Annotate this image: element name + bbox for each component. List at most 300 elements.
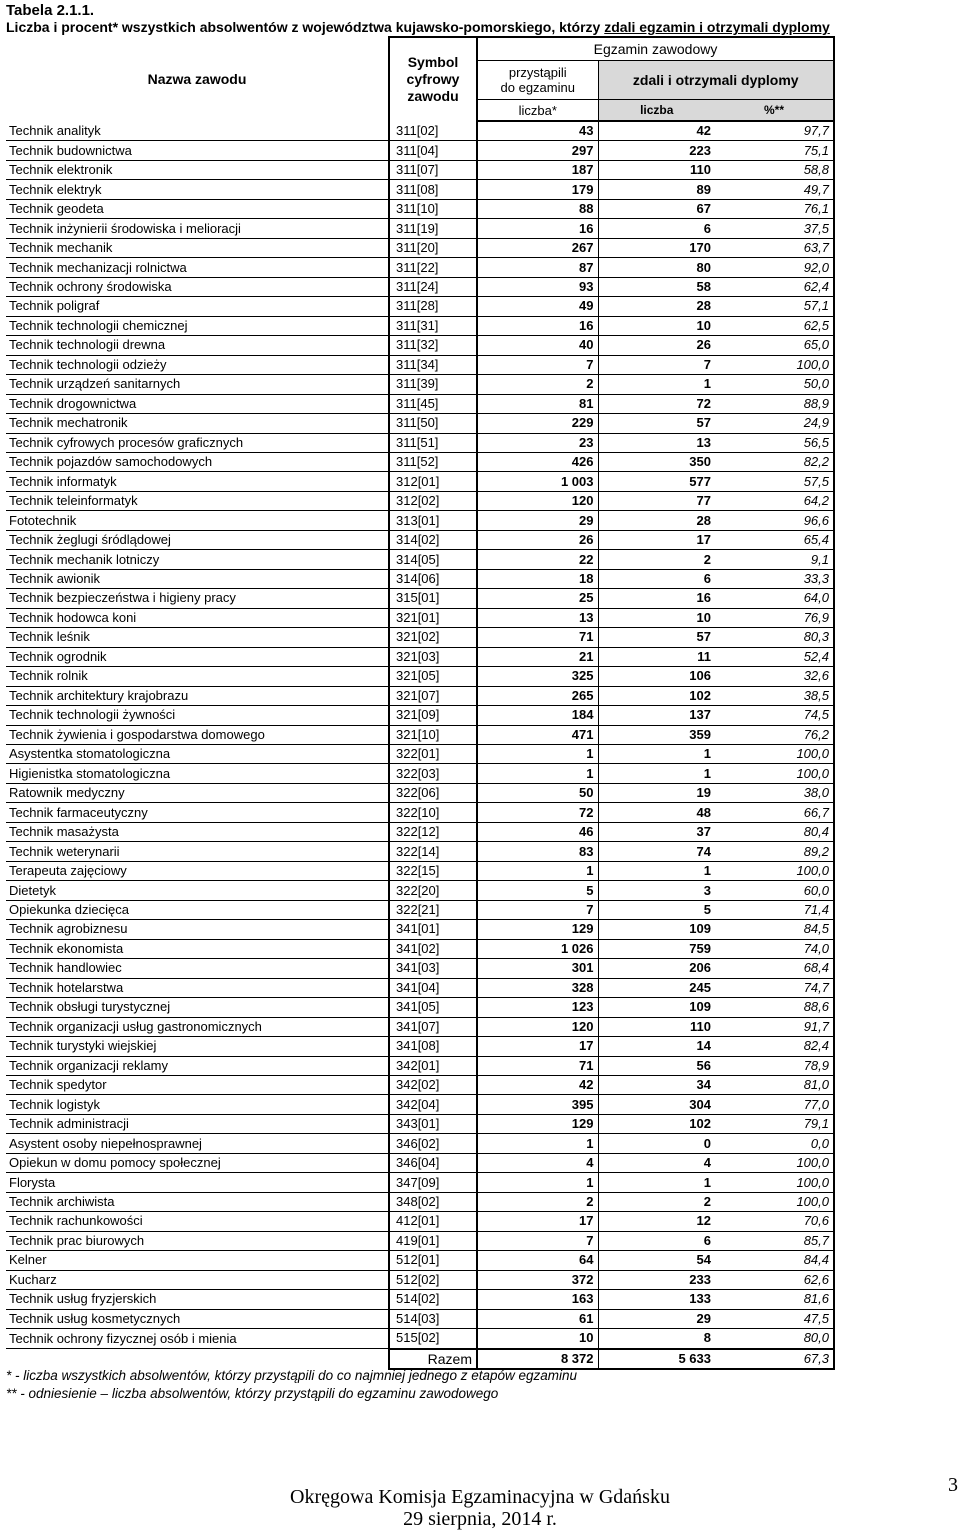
- table-row: [6, 725, 834, 744]
- percent-zdali: 58,8: [715, 160, 834, 179]
- table-row: [6, 355, 834, 374]
- occupation-name: Fototechnik: [6, 511, 389, 530]
- occupation-symbol: 341[02]: [389, 939, 477, 958]
- count-zdali: 109: [598, 920, 715, 939]
- occupation-name: Technik turystyki wiejskiej: [6, 1037, 389, 1056]
- count-zdali: 6: [598, 1231, 715, 1250]
- count-przystapili: 18: [477, 569, 598, 588]
- occupation-symbol: 512[02]: [389, 1270, 477, 1289]
- occupation-symbol: 321[05]: [389, 667, 477, 686]
- percent-zdali: 38,5: [715, 686, 834, 705]
- occupation-symbol: 321[02]: [389, 628, 477, 647]
- table-row: [6, 433, 834, 452]
- count-zdali: 223: [598, 141, 715, 160]
- occupation-symbol: 321[07]: [389, 686, 477, 705]
- occupation-symbol: 311[32]: [389, 336, 477, 355]
- occupation-name: Technik elektryk: [6, 180, 389, 199]
- occupation-symbol: 311[08]: [389, 180, 477, 199]
- occupation-name: Technik bezpieczeństwa i higieny pracy: [6, 589, 389, 608]
- percent-zdali: 33,3: [715, 569, 834, 588]
- occupation-name: Technik żeglugi śródlądowej: [6, 530, 389, 549]
- count-przystapili: 179: [477, 180, 598, 199]
- table-row: [6, 277, 834, 296]
- occupation-symbol: 341[03]: [389, 959, 477, 978]
- occupation-name: Technik analityk: [6, 121, 389, 141]
- results-table: [6, 36, 835, 1370]
- occupation-symbol: 419[01]: [389, 1231, 477, 1250]
- table-row: [6, 1017, 834, 1036]
- percent-zdali: 92,0: [715, 258, 834, 277]
- count-przystapili: 64: [477, 1251, 598, 1270]
- count-przystapili: 1 026: [477, 939, 598, 958]
- table-title-underlined: zdali egzamin i otrzymali dyplomy: [604, 19, 830, 35]
- occupation-symbol: 341[07]: [389, 1017, 477, 1036]
- occupation-name: Opiekunka dziecięca: [6, 900, 389, 919]
- occupation-name: Technik poligraf: [6, 297, 389, 316]
- percent-zdali: 96,6: [715, 511, 834, 530]
- count-przystapili: 2: [477, 375, 598, 394]
- percent-zdali: 56,5: [715, 433, 834, 452]
- occupation-name: Terapeuta zajęciowy: [6, 861, 389, 880]
- table-row: [6, 1212, 834, 1231]
- occupation-symbol: 342[04]: [389, 1095, 477, 1114]
- count-zdali: 13: [598, 433, 715, 452]
- table-row: [6, 803, 834, 822]
- occupation-name: Technik hodowca koni: [6, 608, 389, 627]
- occupation-symbol: 315[01]: [389, 589, 477, 608]
- header-zdali: zdali i otrzymali dyplomy: [598, 61, 834, 100]
- occupation-name: Florysta: [6, 1173, 389, 1192]
- count-przystapili: 16: [477, 219, 598, 238]
- percent-zdali: 32,6: [715, 667, 834, 686]
- occupation-name: Technik technologii odzieży: [6, 355, 389, 374]
- count-zdali: 48: [598, 803, 715, 822]
- percent-zdali: 66,7: [715, 803, 834, 822]
- occupation-symbol: 322[14]: [389, 842, 477, 861]
- percent-zdali: 62,5: [715, 316, 834, 335]
- occupation-symbol: 512[01]: [389, 1251, 477, 1270]
- count-zdali: 42: [598, 121, 715, 141]
- percent-zdali: 68,4: [715, 959, 834, 978]
- count-przystapili: 10: [477, 1329, 598, 1349]
- table-row: [6, 472, 834, 491]
- count-zdali: 2: [598, 1192, 715, 1211]
- percent-zdali: 78,9: [715, 1056, 834, 1075]
- percent-zdali: 97,7: [715, 121, 834, 141]
- footer-date: 29 sierpnia, 2014 r.: [403, 1508, 557, 1530]
- occupation-name: Technik architektury krajobrazu: [6, 686, 389, 705]
- count-zdali: 102: [598, 1114, 715, 1133]
- occupation-symbol: 311[19]: [389, 219, 477, 238]
- occupation-name: Technik mechanizacji rolnictwa: [6, 258, 389, 277]
- occupation-name: Technik prac biurowych: [6, 1231, 389, 1250]
- count-przystapili: 301: [477, 959, 598, 978]
- count-przystapili: 17: [477, 1037, 598, 1056]
- table-row: [6, 297, 834, 316]
- table-title: [6, 19, 830, 35]
- percent-zdali: 71,4: [715, 900, 834, 919]
- table-row: [6, 1192, 834, 1211]
- table-header: [6, 37, 834, 121]
- table-row: [6, 258, 834, 277]
- count-zdali: 245: [598, 978, 715, 997]
- occupation-name: Technik spedytor: [6, 1075, 389, 1094]
- occupation-symbol: 311[34]: [389, 355, 477, 374]
- count-zdali: 577: [598, 472, 715, 491]
- occupation-name: Technik ochrony środowiska: [6, 277, 389, 296]
- count-zdali: 8: [598, 1329, 715, 1349]
- count-zdali: 12: [598, 1212, 715, 1231]
- occupation-symbol: 311[10]: [389, 199, 477, 218]
- occupation-name: Technik ekonomista: [6, 939, 389, 958]
- table-row: [6, 1056, 834, 1075]
- total-zdali: 5 633: [598, 1349, 715, 1369]
- count-przystapili: 16: [477, 316, 598, 335]
- occupation-symbol: 311[24]: [389, 277, 477, 296]
- percent-zdali: 82,2: [715, 452, 834, 471]
- occupation-name: Technik technologii chemicznej: [6, 316, 389, 335]
- count-zdali: 0: [598, 1134, 715, 1153]
- occupation-name: Technik inżynierii środowiska i melioracji: [6, 219, 389, 238]
- count-przystapili: 129: [477, 1114, 598, 1133]
- occupation-name: Technik hotelarstwa: [6, 978, 389, 997]
- percent-zdali: 0,0: [715, 1134, 834, 1153]
- table-row: [6, 160, 834, 179]
- percent-zdali: 85,7: [715, 1231, 834, 1250]
- occupation-symbol: 312[01]: [389, 472, 477, 491]
- count-zdali: 1: [598, 1173, 715, 1192]
- footnote-2: ** - odniesienie – liczba absolwentów, którzy przystąpili do egzaminu zawodowego: [6, 1386, 499, 1401]
- table-row: [6, 1114, 834, 1133]
- table-row: [6, 375, 834, 394]
- count-przystapili: 1: [477, 1173, 598, 1192]
- count-zdali: 1: [598, 375, 715, 394]
- table-row: [6, 1270, 834, 1289]
- count-zdali: 350: [598, 452, 715, 471]
- percent-zdali: 65,4: [715, 530, 834, 549]
- percent-zdali: 100,0: [715, 745, 834, 764]
- header-symbol-line3: zawodu: [407, 88, 459, 104]
- table-row: [6, 900, 834, 919]
- percent-zdali: 88,9: [715, 394, 834, 413]
- occupation-symbol: 311[45]: [389, 394, 477, 413]
- count-zdali: 110: [598, 1017, 715, 1036]
- table-row: [6, 783, 834, 802]
- occupation-name: Technik pojazdów samochodowych: [6, 452, 389, 471]
- table-row: [6, 745, 834, 764]
- count-przystapili: 25: [477, 589, 598, 608]
- occupation-name: Technik technologii drewna: [6, 336, 389, 355]
- percent-zdali: 80,3: [715, 628, 834, 647]
- count-zdali: 74: [598, 842, 715, 861]
- count-przystapili: 1: [477, 1134, 598, 1153]
- count-przystapili: 22: [477, 550, 598, 569]
- occupation-symbol: 321[01]: [389, 608, 477, 627]
- occupation-symbol: 514[02]: [389, 1290, 477, 1309]
- table-row: [6, 141, 834, 160]
- count-zdali: 106: [598, 667, 715, 686]
- occupation-name: Technik logistyk: [6, 1095, 389, 1114]
- occupation-name: Technik urządzeń sanitarnych: [6, 375, 389, 394]
- count-zdali: 80: [598, 258, 715, 277]
- table-body: [6, 121, 834, 1369]
- table-row: [6, 394, 834, 413]
- count-przystapili: 50: [477, 783, 598, 802]
- percent-zdali: 74,5: [715, 706, 834, 725]
- table-row: [6, 1309, 834, 1328]
- count-zdali: 359: [598, 725, 715, 744]
- percent-zdali: 62,4: [715, 277, 834, 296]
- occupation-name: Technik rachunkowości: [6, 1212, 389, 1231]
- count-przystapili: 229: [477, 414, 598, 433]
- occupation-name: Technik handlowiec: [6, 959, 389, 978]
- percent-zdali: 57,1: [715, 297, 834, 316]
- count-zdali: 1: [598, 861, 715, 880]
- occupation-symbol: 314[02]: [389, 530, 477, 549]
- table-row: [6, 881, 834, 900]
- percent-zdali: 52,4: [715, 647, 834, 666]
- table-row: [6, 1329, 834, 1349]
- header-symbol-line1: Symbol: [407, 54, 459, 70]
- count-przystapili: 71: [477, 1056, 598, 1075]
- occupation-name: Technik ogrodnik: [6, 647, 389, 666]
- percent-zdali: 100,0: [715, 861, 834, 880]
- count-przystapili: 4: [477, 1153, 598, 1172]
- percent-zdali: 79,1: [715, 1114, 834, 1133]
- occupation-symbol: 322[20]: [389, 881, 477, 900]
- occupation-name: Technik mechatronik: [6, 414, 389, 433]
- occupation-symbol: 312[02]: [389, 491, 477, 510]
- occupation-symbol: 341[08]: [389, 1037, 477, 1056]
- occupation-symbol: 311[04]: [389, 141, 477, 160]
- table-row: [6, 238, 834, 257]
- count-zdali: 89: [598, 180, 715, 199]
- percent-zdali: 76,1: [715, 199, 834, 218]
- table-row: [6, 589, 834, 608]
- table-number: Tabela 2.1.1.: [6, 2, 95, 19]
- count-przystapili: 5: [477, 881, 598, 900]
- count-przystapili: 7: [477, 900, 598, 919]
- percent-zdali: 57,5: [715, 472, 834, 491]
- table-row: [6, 550, 834, 569]
- percent-zdali: 70,6: [715, 1212, 834, 1231]
- percent-zdali: 37,5: [715, 219, 834, 238]
- total-label: Razem: [389, 1349, 477, 1369]
- occupation-symbol: 341[05]: [389, 998, 477, 1017]
- count-zdali: 6: [598, 569, 715, 588]
- occupation-name: Technik archiwista: [6, 1192, 389, 1211]
- occupation-symbol: 313[01]: [389, 511, 477, 530]
- count-zdali: 57: [598, 628, 715, 647]
- count-zdali: 28: [598, 297, 715, 316]
- table-row: [6, 706, 834, 725]
- count-przystapili: 163: [477, 1290, 598, 1309]
- table-row: [6, 1231, 834, 1250]
- count-zdali: 110: [598, 160, 715, 179]
- percent-zdali: 62,6: [715, 1270, 834, 1289]
- occupation-name: Technik usług kosmetycznych: [6, 1309, 389, 1328]
- percent-zdali: 60,0: [715, 881, 834, 900]
- count-przystapili: 2: [477, 1192, 598, 1211]
- count-przystapili: 372: [477, 1270, 598, 1289]
- occupation-name: Technik ochrony fizycznej osób i mienia: [6, 1329, 389, 1349]
- occupation-symbol: 346[04]: [389, 1153, 477, 1172]
- occupation-name: Technik agrobiznesu: [6, 920, 389, 939]
- count-przystapili: 61: [477, 1309, 598, 1328]
- count-przystapili: 129: [477, 920, 598, 939]
- percent-zdali: 64,2: [715, 491, 834, 510]
- count-przystapili: 325: [477, 667, 598, 686]
- count-zdali: 54: [598, 1251, 715, 1270]
- count-zdali: 1: [598, 764, 715, 783]
- count-przystapili: 43: [477, 121, 598, 141]
- table-row: [6, 1251, 834, 1270]
- percent-zdali: 74,0: [715, 939, 834, 958]
- occupation-name: Technik drogownictwa: [6, 394, 389, 413]
- count-przystapili: 267: [477, 238, 598, 257]
- percent-zdali: 84,4: [715, 1251, 834, 1270]
- percent-zdali: 81,6: [715, 1290, 834, 1309]
- count-zdali: 67: [598, 199, 715, 218]
- count-przystapili: 265: [477, 686, 598, 705]
- percent-zdali: 100,0: [715, 1173, 834, 1192]
- header-percent: %**: [715, 100, 834, 122]
- percent-zdali: 38,0: [715, 783, 834, 802]
- table-row: [6, 764, 834, 783]
- header-przystapili-line2: do egzaminu: [500, 80, 575, 95]
- percent-zdali: 81,0: [715, 1075, 834, 1094]
- count-zdali: 1: [598, 745, 715, 764]
- occupation-name: Technik cyfrowych procesów graficznych: [6, 433, 389, 452]
- percent-zdali: 89,2: [715, 842, 834, 861]
- table-row: [6, 511, 834, 530]
- table-row: [6, 530, 834, 549]
- occupation-name: Technik mechanik: [6, 238, 389, 257]
- count-przystapili: 123: [477, 998, 598, 1017]
- table-row: [6, 452, 834, 471]
- table-row: [6, 219, 834, 238]
- percent-zdali: 63,7: [715, 238, 834, 257]
- table-row: [6, 822, 834, 841]
- occupation-symbol: 322[15]: [389, 861, 477, 880]
- table-row: [6, 667, 834, 686]
- table-row: [6, 316, 834, 335]
- count-przystapili: 1 003: [477, 472, 598, 491]
- footnote-1: * - liczba wszystkich absolwentów, którzy przystąpili do co najmniej jednego z etapów egzaminu: [6, 1368, 578, 1383]
- occupation-name: Technik leśnik: [6, 628, 389, 647]
- header-liczba: liczba: [598, 100, 715, 122]
- occupation-symbol: 321[03]: [389, 647, 477, 666]
- occupation-symbol: 321[09]: [389, 706, 477, 725]
- count-przystapili: 297: [477, 141, 598, 160]
- percent-zdali: 100,0: [715, 355, 834, 374]
- percent-zdali: 80,4: [715, 822, 834, 841]
- header-liczba-star: liczba*: [477, 100, 598, 122]
- occupation-name: Technik informatyk: [6, 472, 389, 491]
- count-zdali: 57: [598, 414, 715, 433]
- count-przystapili: 1: [477, 745, 598, 764]
- count-przystapili: 395: [477, 1095, 598, 1114]
- count-przystapili: 471: [477, 725, 598, 744]
- percent-zdali: 77,0: [715, 1095, 834, 1114]
- occupation-symbol: 311[07]: [389, 160, 477, 179]
- count-przystapili: 42: [477, 1075, 598, 1094]
- occupation-symbol: 322[21]: [389, 900, 477, 919]
- header-symbol: [389, 37, 477, 121]
- count-przystapili: 120: [477, 1017, 598, 1036]
- count-przystapili: 184: [477, 706, 598, 725]
- occupation-name: Ratownik medyczny: [6, 783, 389, 802]
- count-przystapili: 328: [477, 978, 598, 997]
- occupation-symbol: 322[01]: [389, 745, 477, 764]
- percent-zdali: 24,9: [715, 414, 834, 433]
- table-row: [6, 1037, 834, 1056]
- occupation-name: Technik teleinformatyk: [6, 491, 389, 510]
- count-przystapili: 71: [477, 628, 598, 647]
- occupation-symbol: 311[39]: [389, 375, 477, 394]
- occupation-symbol: 342[02]: [389, 1075, 477, 1094]
- count-zdali: 17: [598, 530, 715, 549]
- table-row: [6, 1290, 834, 1309]
- occupation-symbol: 341[04]: [389, 978, 477, 997]
- percent-zdali: 50,0: [715, 375, 834, 394]
- occupation-name: Opiekun w domu pomocy społecznej: [6, 1153, 389, 1172]
- occupation-symbol: 322[10]: [389, 803, 477, 822]
- total-row: [6, 1349, 834, 1369]
- count-przystapili: 46: [477, 822, 598, 841]
- table-row: [6, 1095, 834, 1114]
- count-zdali: 16: [598, 589, 715, 608]
- count-przystapili: 81: [477, 394, 598, 413]
- table-row: [6, 491, 834, 510]
- occupation-symbol: 514[03]: [389, 1309, 477, 1328]
- percent-zdali: 100,0: [715, 764, 834, 783]
- occupation-symbol: 311[52]: [389, 452, 477, 471]
- table-row: [6, 647, 834, 666]
- occupation-symbol: 322[03]: [389, 764, 477, 783]
- occupation-name: Kucharz: [6, 1270, 389, 1289]
- count-zdali: 19: [598, 783, 715, 802]
- occupation-symbol: 311[31]: [389, 316, 477, 335]
- header-przystapili-line1: przystąpili: [508, 65, 567, 80]
- footer-institution: Okręgowa Komisja Egzaminacyjna w Gdańsku: [290, 1486, 670, 1508]
- occupation-name: Technik żywienia i gospodarstwa domowego: [6, 725, 389, 744]
- count-przystapili: 93: [477, 277, 598, 296]
- count-przystapili: 187: [477, 160, 598, 179]
- count-zdali: 5: [598, 900, 715, 919]
- occupation-name: Technik usług fryzjerskich: [6, 1290, 389, 1309]
- count-zdali: 29: [598, 1309, 715, 1328]
- count-zdali: 37: [598, 822, 715, 841]
- table-row: [6, 842, 834, 861]
- occupation-name: Technik mechanik lotniczy: [6, 550, 389, 569]
- occupation-name: Technik rolnik: [6, 667, 389, 686]
- count-zdali: 10: [598, 316, 715, 335]
- occupation-name: Technik geodeta: [6, 199, 389, 218]
- table-row: [6, 861, 834, 880]
- count-przystapili: 29: [477, 511, 598, 530]
- percent-zdali: 65,0: [715, 336, 834, 355]
- occupation-symbol: 321[10]: [389, 725, 477, 744]
- count-zdali: 28: [598, 511, 715, 530]
- count-przystapili: 83: [477, 842, 598, 861]
- occupation-name: Technik organizacji usług gastronomicznych: [6, 1017, 389, 1036]
- occupation-name: Dietetyk: [6, 881, 389, 900]
- occupation-name: Technik masażysta: [6, 822, 389, 841]
- table-row: [6, 920, 834, 939]
- percent-zdali: 76,2: [715, 725, 834, 744]
- header-name: Nazwa zawodu: [147, 71, 247, 87]
